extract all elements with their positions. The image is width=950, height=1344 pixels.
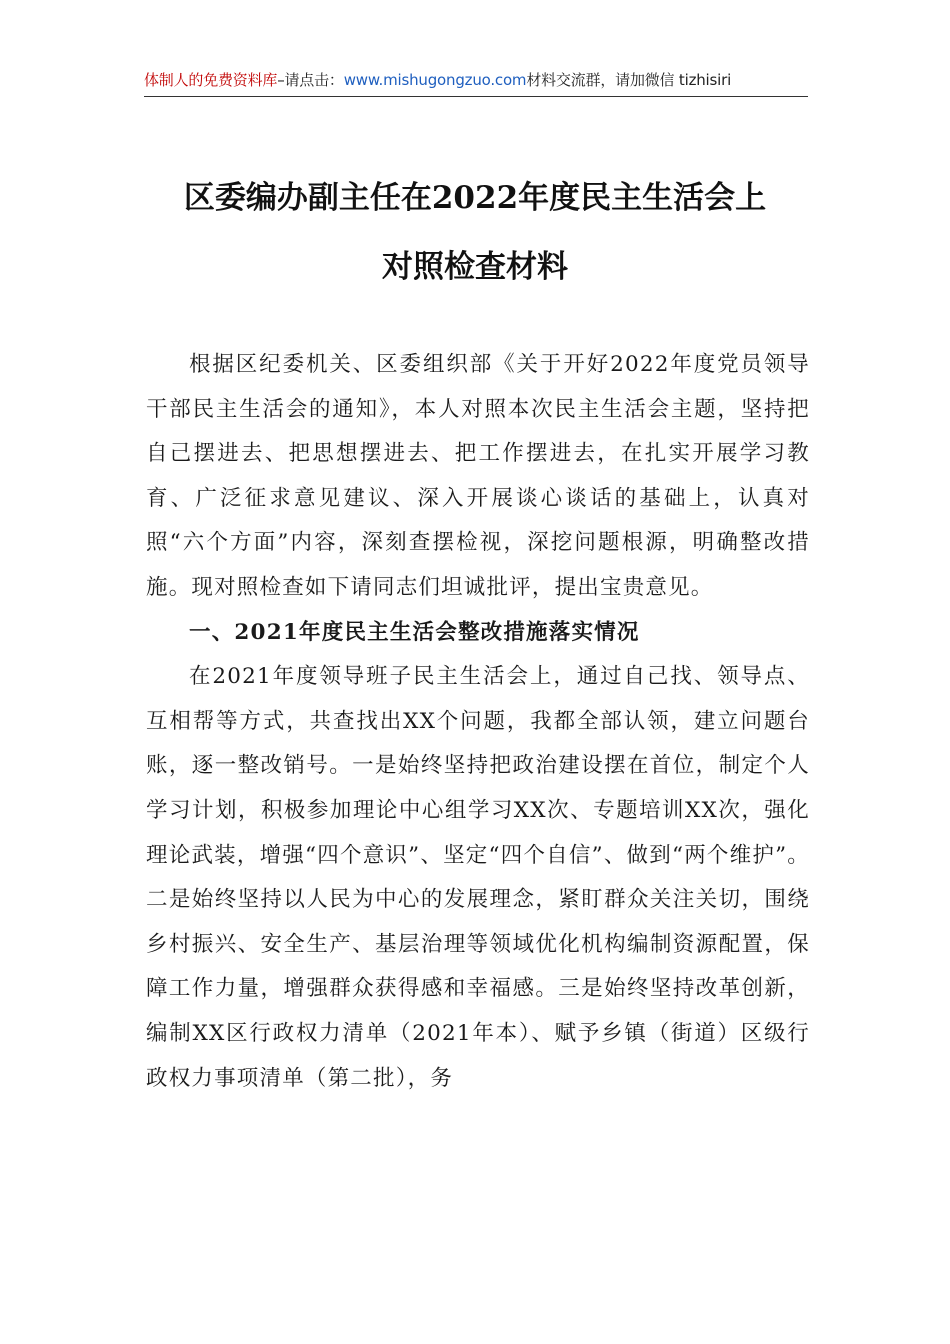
page-header (144, 64, 808, 97)
header-wechat-note: 材料交流群，请加微信 tizhisiri (526, 71, 732, 89)
section-1-paragraph: 在2021年度领导班子民主生活会上，通过自己找、领导点、互相帮等方式，共查找出XX个问题，我都全部认领，建立问题台账，逐一整改销号。一是始终坚持把政治建设摆在首位，制定个人学习计划，积极参加理论中心组学习XX次、专题培训XX次，强化理论武装，增强“四个意识”、坚定“四个自信”、做到“两个维护”。二是始终坚持以人民为中心的发展理念，紧盯群众关注关切，围绕乡村振兴、安全生产、基层治理等领域优化机构编制资源配置，保障工作力量，增强群众获得感和幸福感。三是始终坚持改革创新，编制XX区行政权力清单（2021年本）、赋予乡镇（街道）区级行政权力事项清单（第二批），务 (146, 664, 810, 1091)
header-click-prompt: –请点击： (277, 71, 344, 89)
document-title-line-1: 区委编办副主任在2022年度民主生活会上 (183, 180, 767, 216)
intro-paragraph: 根据区纪委机关、区委组织部《关于开好2022年度党员领导干部民主生活会的通知》，本人对照本次民主生活会主题，坚持把自己摆进去、把思想摆进去、把工作摆进去，在扎实开展学习教育、广泛征求意见建议、深入开展谈心谈话的基础上，认真对照“六个方面”内容，深刻查摆检视，深挖问题根源，明确整改措施。现对照检查如下请同志们坦诚批评，提出宝贵意见。 (146, 352, 810, 600)
section-1-heading: 一、2021年度民主生活会整改措施落实情况 (189, 619, 640, 645)
header-library-name: 体制人的免费资料库 (144, 71, 278, 89)
document-title-line-2: 对照检查材料 (382, 249, 568, 285)
document-body (146, 343, 810, 1101)
header-url-link[interactable]: www.mishugongzuo.com (343, 71, 527, 89)
